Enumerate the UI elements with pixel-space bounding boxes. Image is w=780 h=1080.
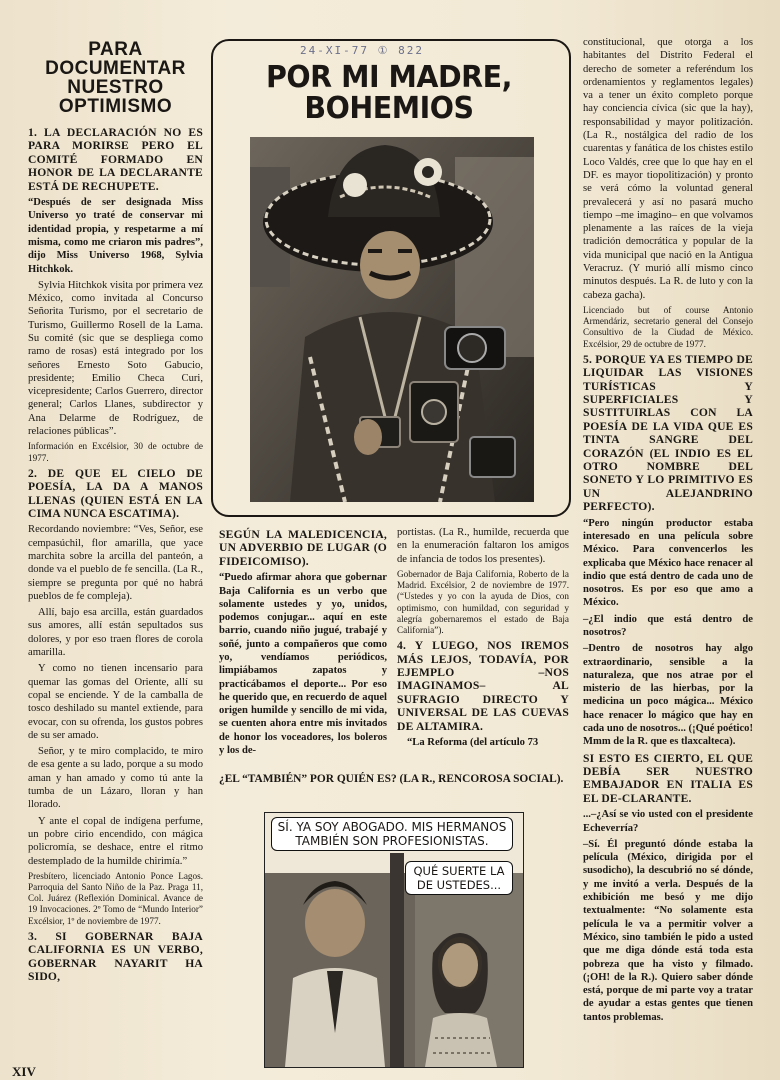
item-6-paragraph: ...–¿Así se vio usted con el presidente Echeverría? xyxy=(583,809,753,834)
item-4-continuation: constitucional, que otorga a los habitantes del Distrito Federal el derecho de someter a referéndum los ordenamientos y reglamentos legales) va a tener un éxito completo porque hay conciencia cívica (sic que la hay), responsabilidad y mayor politización. (La R., nostálgica del radio de los cuarentas y fanática de los chistes estilo Loco Valdés, cree que lo que hay en el DF. es mayor tiopolitización) y pronto se verá cómo la voluntad general prevalecerá y así no pasará mucho tiempo –me imagino– en que volvamos plenamente a las raíces de la vieja tradición democrática y popular de la vida municipal que nació en la Antigua Veracruz. (Y murió allí mismo cinco minutos después. La R. de luto y con la cabeza gacha). xyxy=(583,37,753,301)
column-2 xyxy=(219,526,387,760)
item-2-paragraph: Allí, bajo esa arcilla, están guardados sus amores, allí están sepultados sus dolores, y por eso traen flores de corola amarilla. xyxy=(28,607,203,659)
title-line: OPTIMISMO xyxy=(58,96,173,117)
item-4-quote-start: “La Reforma (del artículo 73 xyxy=(407,736,539,748)
item-1-quote: “Después de ser designada Miss Universo yo traté de conservar mi identidad propia, y respetarme a mí misma, como me criaron mis padres”, dijo Miss Universo 1968, Sylvia Hitchkok. xyxy=(28,197,203,275)
cartoon-photo xyxy=(264,812,524,1068)
bubble-2-text: QUÉ SUERTE LA DE USTEDES... xyxy=(413,864,505,892)
cartoon-illustration xyxy=(265,813,523,1067)
bubble-1-text: SÍ. YA SOY ABOGADO. MIS HERMANOS TAMBIÉN SON PROFESIONISTAS. xyxy=(277,820,507,848)
headline-line: POR MI MADRE, xyxy=(265,60,513,95)
item-5-paragraph: “Pero ningún productor estaba interesado en una película sobre México. Para convencerlos les explicaba que México hace renacer al indio que está dentro de cada uno de nosotros. Es por eso que amo a México. xyxy=(583,517,753,609)
feature-headline xyxy=(221,62,557,124)
title-line: NUESTRO xyxy=(67,77,164,98)
item-6-heading: SI ESTO ES CIERTO, EL QUE DEBÍA SER NUESTRO EMBAJADOR EN ITALIA ES EL DE-CLARANTE. xyxy=(583,751,753,805)
item-3-subheading: SEGÚN LA MALEDICENCIA, UN ADVERBIO DE LUGAR (O FIDEICOMISO). xyxy=(219,528,387,568)
item-4-heading: 4. Y LUEGO, NOS IREMOS MÁS LEJOS, TODAVÍA, POR EJEMPLO –NOS IMAGINAMOS– AL SUFRAGIO DIRECTO Y UNIVERSAL DE LAS CUEVAS DE ALTAMIRA. xyxy=(397,639,569,733)
section-title xyxy=(28,40,203,116)
photo-mariachi-photographer xyxy=(250,137,534,502)
column-1 xyxy=(28,40,203,986)
item-3-continuation: portistas. (La R., humilde, recuerda que en la enumeración faltaron los amigos de infancia de todos los presentes). xyxy=(397,527,569,565)
item-5-paragraph: –Dentro de nosotros hay algo extraordinario, sensible a la naturaleza, que nos atrae por el misterio de las hierbas, por la medicina un poco mágica... México hace renacer lo mágico que hay en cada uno de nosotros... (¡Qué poético! Mmm de la R. que es tlaxcalteca). xyxy=(583,643,753,748)
item-2-heading: 2. DE QUE EL CIELO DE POESÍA, LA DA A MANOS LLENAS (QUIEN ESTÁ EN LA CIMA NUNCA ESCATIMA). xyxy=(28,466,203,520)
item-1-heading: 1. LA DECLARACIÓN NO ES PARA MORIRSE PERO EL COMITÉ FORMADO EN HONOR DE LA DECLARANTE ESTÁ DE RECHUPETE. xyxy=(28,126,203,193)
item-2-paragraph: Recordando noviembre: “Ves, Señor, ese cempasúchil, flor amarilla, que yace marchita sobre la arcilla del panteón, a donde va el pueblo de fe sencilla. (La R., siempre se pregunta por qué no habrá pueblos de fe compleja). xyxy=(28,524,203,602)
speech-bubble-2 xyxy=(405,861,513,895)
item-6-paragraph: –Sí. Él preguntó dónde estaba la película (México, dirigida por el susodicho), la descubrió no sé dónde, y me invitó a verla. Después de la exhibición me besó y me dijo textualmente: “No solamente esta película le va a permitir volver a México, sino también le pido a usted que me diga dónde está toda esta pobreza que ha visto y filmado. (¡OH! de la R.). Quiero saber dónde está, porque de mi parte voy a tratar de ayudar a estas gentes que tienen tantos problemas. xyxy=(583,838,753,1023)
item-2-paragraph: Y como no tienen incensario para quemar las gomas del Oriente, allí su copal se enciende. Y de la camballa de tosco deshilado su mantel extiende, para evocar, con su ofrenda, los gustos pobres de su ser amado. xyxy=(28,663,203,741)
item-5-heading: 5. PORQUE YA ES TIEMPO DE LIQUIDAR LAS VISIONES TURÍSTICAS Y SUPERFICIALES Y SUSTITUIRLAS CON LA POESÍA DE LA VIDA QUE ES TINTA SANGRE DEL CORAZÓN (EL INDIO ES EL OTRO NOMBRE DEL SONETO Y LO PRIMITIVO ES UN ALEJANDRINO PERFECTO). xyxy=(583,352,753,514)
title-line: DOCUMENTAR xyxy=(45,58,186,79)
cartoon-caption: ¿EL “TAMBIÉN” POR QUIÉN ES? (LA R., RENCOROSA SOCIAL). xyxy=(219,773,564,785)
item-3-source: Gobernador de Baja California, Roberto de la Madrid. Excélsior, 2 de noviembre de 1977. (“Ustedes y yo con la ayuda de Dios, con optimismo, con humildad, con seguridad y alegría gobernaremos el estado de Baja California”). xyxy=(397,568,569,635)
column-3 xyxy=(397,526,569,752)
item-2-paragraph: Y ante el copal de indígena perfume, un pobre cirio encendido, con mágica policromía, se deshace, entre el ritmo destemplado de la humilde chirimía.” xyxy=(28,815,203,867)
item-2-source: Presbítero, licenciado Antonio Ponce Lagos. Parroquia del Santo Niño de la Paz. Praga 11, Col. Juárez (Reflexión Dominical. Avance de 19 Invocaciones. 2º Tomo de “Mundo Interior” Excélsior, 1º de noviembre de 1977. xyxy=(28,870,203,926)
title-line: PARA xyxy=(88,39,143,60)
item-2-paragraph: Señor, y te miro complacido, te miro de esa gente a su lado, porque a su modo aman y han amado y como tú ante la tumba de un Lázaro, lloran y han llorado. xyxy=(28,746,203,811)
item-3-quote: “Puedo afirmar ahora que gobernar Baja California es un verbo que solamente ustedes y yo, unidos, podemos conjugar... aquí en este barrio, cuando niño jugué, trabajé y soñé, junto a compañeros que como yo, vendíamos periódicos, limpiábamos zapatos y practicábamos el deporte... Por eso he querido que, en recuerdo de aquel origen humilde y sencillo de mi vida, se cuenten ahora entre mis invitados de honor los voceadores, los boleros y los de- xyxy=(219,572,387,757)
headline-line: BOHEMIOS xyxy=(304,91,474,126)
item-1-source: Información en Excélsior, 30 de octubre de 1977. xyxy=(28,441,203,463)
item-5-paragraph: –¿El indio que está dentro de nosotros? xyxy=(583,613,753,638)
column-4 xyxy=(583,36,753,1027)
page-number: XIV xyxy=(12,1064,36,1079)
speech-bubble-1 xyxy=(271,817,513,851)
item-4-source: Licenciado but of course Antonio Armendáriz, secretario general del Consejo Consultivo de la Ciudad de México. Excélsior, 29 de octubre de 1977. xyxy=(583,304,753,349)
item-3-heading: 3. SI GOBERNAR BAJA CALIFORNIA ES UN VERBO, GOBERNAR NAYARIT HA SIDO, xyxy=(28,929,203,984)
handwritten-annotation: 24-XI-77 ① 822 xyxy=(300,44,424,57)
photo-illustration xyxy=(250,137,534,502)
item-1-body: Sylvia Hitchkok visita por primera vez México, como invitada al Concurso Señorita Turismo, por el secretario de Turismo, Guillermo Rosell de la Lama. Su comité (sic que se despliega como ramo de rosas) está integrado por los señores Ernesto Soto Gabucio, presidente; Emilio Checa Curi, vicepresidente; Carlos Guerrero, director general; Carlos Llanes, subdirector y Ana Delarme de Rodríguez, de relaciones públicas”. xyxy=(28,279,203,438)
